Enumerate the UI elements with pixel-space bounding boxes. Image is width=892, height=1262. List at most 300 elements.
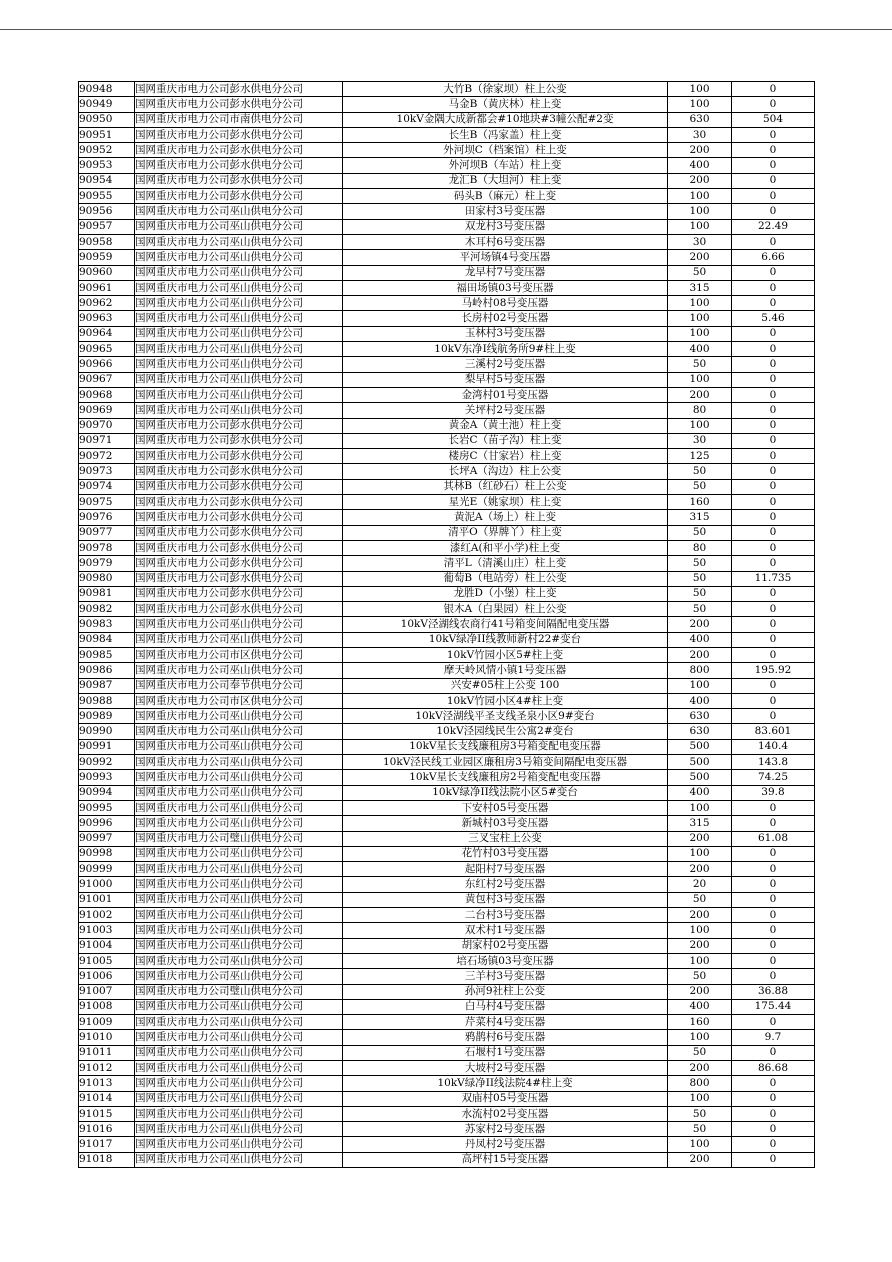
transformer-name-cell: 长房村02号变压器 xyxy=(343,311,668,326)
table-row xyxy=(79,540,815,555)
transformer-name-cell: 黄包村3号变压器 xyxy=(343,892,668,907)
company-cell: 国网重庆市电力公司奉节供电分公司 xyxy=(135,678,343,693)
transformer-name-cell: 马岭村08号变压器 xyxy=(343,296,668,311)
capacity-cell: 500 xyxy=(668,770,732,785)
table-row xyxy=(79,158,815,173)
transformer-name-cell: 楼房C（甘家岩）柱上变 xyxy=(343,449,668,464)
row-id-cell: 91001 xyxy=(79,892,135,907)
row-id-cell: 90988 xyxy=(79,693,135,708)
company-cell: 国网重庆市电力公司巫山供电分公司 xyxy=(135,755,343,770)
company-cell: 国网重庆市电力公司巫山供电分公司 xyxy=(135,357,343,372)
company-cell: 国网重庆市电力公司巫山供电分公司 xyxy=(135,311,343,326)
transformer-name-cell: 平河场镇4号变压器 xyxy=(343,250,668,265)
company-cell: 国网重庆市电力公司巫山供电分公司 xyxy=(135,785,343,800)
load-cell: 0 xyxy=(732,969,815,984)
load-cell: 0 xyxy=(732,800,815,815)
load-cell: 11.735 xyxy=(732,571,815,586)
load-cell: 0 xyxy=(732,342,815,357)
transformer-name-cell: 葡萄B（电站旁）柱上公变 xyxy=(343,571,668,586)
table-row xyxy=(79,617,815,632)
capacity-cell: 100 xyxy=(668,953,732,968)
table-row xyxy=(79,739,815,754)
transformer-name-cell: 10kV绿净II线法院4#柱上变 xyxy=(343,1076,668,1091)
row-id-cell: 90994 xyxy=(79,785,135,800)
row-id-cell: 91010 xyxy=(79,1030,135,1045)
table-row xyxy=(79,862,815,877)
transformer-name-cell: 10kV绿净II线法院小区5#变台 xyxy=(343,785,668,800)
load-cell: 0 xyxy=(732,265,815,280)
row-id-cell: 91011 xyxy=(79,1045,135,1060)
table-row xyxy=(79,1030,815,1045)
capacity-cell: 200 xyxy=(668,938,732,953)
load-cell: 0 xyxy=(732,449,815,464)
capacity-cell: 125 xyxy=(668,449,732,464)
company-cell: 国网重庆市电力公司巫山供电分公司 xyxy=(135,204,343,219)
transformer-name-cell: 孙河9社柱上公变 xyxy=(343,984,668,999)
row-id-cell: 90964 xyxy=(79,326,135,341)
company-cell: 国网重庆市电力公司市南供电分公司 xyxy=(135,112,343,127)
load-cell: 0 xyxy=(732,158,815,173)
row-id-cell: 91003 xyxy=(79,923,135,938)
capacity-cell: 200 xyxy=(668,1061,732,1076)
capacity-cell: 400 xyxy=(668,785,732,800)
table-row xyxy=(79,372,815,387)
company-cell: 国网重庆市电力公司巫山供电分公司 xyxy=(135,403,343,418)
load-cell: 0 xyxy=(732,1076,815,1091)
company-cell: 国网重庆市电力公司彭水供电分公司 xyxy=(135,158,343,173)
company-cell: 国网重庆市电力公司巫山供电分公司 xyxy=(135,296,343,311)
load-cell: 0 xyxy=(732,938,815,953)
load-cell: 504 xyxy=(732,112,815,127)
capacity-cell: 200 xyxy=(668,387,732,402)
transformer-name-cell: 黄泥A（场上）柱上变 xyxy=(343,510,668,525)
company-cell: 国网重庆市电力公司彭水供电分公司 xyxy=(135,173,343,188)
row-id-cell: 91002 xyxy=(79,908,135,923)
company-cell: 国网重庆市电力公司巫山供电分公司 xyxy=(135,632,343,647)
table-row xyxy=(79,173,815,188)
capacity-cell: 50 xyxy=(668,571,732,586)
table-row xyxy=(79,219,815,234)
company-cell: 国网重庆市电力公司彭水供电分公司 xyxy=(135,418,343,433)
transformer-name-cell: 清平L（清溪山庄）柱上变 xyxy=(343,556,668,571)
load-cell: 5.46 xyxy=(732,311,815,326)
transformer-name-cell: 玉林村3号变压器 xyxy=(343,326,668,341)
table-row xyxy=(79,418,815,433)
table-row xyxy=(79,908,815,923)
load-cell: 0 xyxy=(732,280,815,295)
transformer-name-cell: 花竹村03号变压器 xyxy=(343,846,668,861)
table-row xyxy=(79,1091,815,1106)
row-id-cell: 90984 xyxy=(79,632,135,647)
transformer-name-cell: 三溪村2号变压器 xyxy=(343,357,668,372)
capacity-cell: 50 xyxy=(668,586,732,601)
company-cell: 国网重庆市电力公司巫山供电分公司 xyxy=(135,1137,343,1152)
load-cell: 0 xyxy=(732,525,815,540)
row-id-cell: 90983 xyxy=(79,617,135,632)
company-cell: 国网重庆市电力公司巫山供电分公司 xyxy=(135,862,343,877)
company-cell: 国网重庆市电力公司巫山供电分公司 xyxy=(135,908,343,923)
company-cell: 国网重庆市电力公司巫山供电分公司 xyxy=(135,372,343,387)
table-row xyxy=(79,234,815,249)
table-row xyxy=(79,433,815,448)
capacity-cell: 630 xyxy=(668,724,732,739)
transformer-name-cell: 长生B（冯家盖）柱上变 xyxy=(343,127,668,142)
row-id-cell: 90996 xyxy=(79,816,135,831)
load-cell: 0 xyxy=(732,127,815,142)
capacity-cell: 200 xyxy=(668,862,732,877)
table-row xyxy=(79,265,815,280)
capacity-cell: 20 xyxy=(668,877,732,892)
table-row xyxy=(79,724,815,739)
load-cell: 143.8 xyxy=(732,755,815,770)
table-row xyxy=(79,923,815,938)
load-cell: 0 xyxy=(732,495,815,510)
load-cell: 39.8 xyxy=(732,785,815,800)
company-cell: 国网重庆市电力公司彭水供电分公司 xyxy=(135,571,343,586)
capacity-cell: 100 xyxy=(668,800,732,815)
capacity-cell: 100 xyxy=(668,1030,732,1045)
load-cell: 74.25 xyxy=(732,770,815,785)
capacity-cell: 50 xyxy=(668,1106,732,1121)
row-id-cell: 90999 xyxy=(79,862,135,877)
table-row xyxy=(79,1106,815,1121)
capacity-cell: 100 xyxy=(668,311,732,326)
row-id-cell: 90972 xyxy=(79,449,135,464)
row-id-cell: 91006 xyxy=(79,969,135,984)
transformer-name-cell: 水流村02号变压器 xyxy=(343,1106,668,1121)
capacity-cell: 200 xyxy=(668,984,732,999)
company-cell: 国网重庆市电力公司巫山供电分公司 xyxy=(135,800,343,815)
company-cell: 国网重庆市电力公司巫山供电分公司 xyxy=(135,709,343,724)
capacity-cell: 50 xyxy=(668,525,732,540)
capacity-cell: 315 xyxy=(668,280,732,295)
top-rule xyxy=(0,29,892,30)
company-cell: 国网重庆市电力公司巫山供电分公司 xyxy=(135,877,343,892)
transformer-name-cell: 星光E（姚家坝）柱上变 xyxy=(343,495,668,510)
load-cell: 0 xyxy=(732,540,815,555)
table-row xyxy=(79,449,815,464)
capacity-cell: 200 xyxy=(668,908,732,923)
capacity-cell: 400 xyxy=(668,158,732,173)
company-cell: 国网重庆市电力公司彭水供电分公司 xyxy=(135,433,343,448)
transformer-name-cell: 龙胜D（小堡）柱上变 xyxy=(343,586,668,601)
table-row xyxy=(79,525,815,540)
table-row xyxy=(79,464,815,479)
capacity-cell: 630 xyxy=(668,709,732,724)
capacity-cell: 200 xyxy=(668,647,732,662)
row-id-cell: 90991 xyxy=(79,739,135,754)
table-row xyxy=(79,387,815,402)
table-row xyxy=(79,556,815,571)
table-row xyxy=(79,800,815,815)
company-cell: 国网重庆市电力公司璧山供电分公司 xyxy=(135,984,343,999)
company-cell: 国网重庆市电力公司彭水供电分公司 xyxy=(135,556,343,571)
company-cell: 国网重庆市电力公司彭水供电分公司 xyxy=(135,449,343,464)
load-cell: 0 xyxy=(732,678,815,693)
table-row xyxy=(79,112,815,127)
row-id-cell: 90949 xyxy=(79,97,135,112)
load-cell: 140.4 xyxy=(732,739,815,754)
capacity-cell: 50 xyxy=(668,1045,732,1060)
table-row xyxy=(79,143,815,158)
transformer-name-cell: 新城村03号变压器 xyxy=(343,816,668,831)
row-id-cell: 90953 xyxy=(79,158,135,173)
row-id-cell: 90992 xyxy=(79,755,135,770)
row-id-cell: 90957 xyxy=(79,219,135,234)
capacity-cell: 80 xyxy=(668,540,732,555)
company-cell: 国网重庆市电力公司彭水供电分公司 xyxy=(135,82,343,97)
capacity-cell: 800 xyxy=(668,1076,732,1091)
company-cell: 国网重庆市电力公司巫山供电分公司 xyxy=(135,816,343,831)
table-row xyxy=(79,280,815,295)
load-cell: 0 xyxy=(732,357,815,372)
company-cell: 国网重庆市电力公司彭水供电分公司 xyxy=(135,189,343,204)
row-id-cell: 90978 xyxy=(79,540,135,555)
capacity-cell: 100 xyxy=(668,82,732,97)
transformer-name-cell: 起阳村7号变压器 xyxy=(343,862,668,877)
row-id-cell: 90980 xyxy=(79,571,135,586)
load-cell: 0 xyxy=(732,433,815,448)
row-id-cell: 90986 xyxy=(79,663,135,678)
load-cell: 0 xyxy=(732,82,815,97)
load-cell: 0 xyxy=(732,1015,815,1030)
company-cell: 国网重庆市电力公司巫山供电分公司 xyxy=(135,953,343,968)
company-cell: 国网重庆市电力公司彭水供电分公司 xyxy=(135,143,343,158)
transformer-name-cell: 二台村3号变压器 xyxy=(343,908,668,923)
company-cell: 国网重庆市电力公司巫山供电分公司 xyxy=(135,1122,343,1137)
row-id-cell: 90954 xyxy=(79,173,135,188)
table-row xyxy=(79,1076,815,1091)
row-id-cell: 90973 xyxy=(79,464,135,479)
load-cell: 0 xyxy=(732,632,815,647)
row-id-cell: 90968 xyxy=(79,387,135,402)
company-cell: 国网重庆市电力公司巫山供电分公司 xyxy=(135,387,343,402)
company-cell: 国网重庆市电力公司市区供电分公司 xyxy=(135,647,343,662)
table-row xyxy=(79,1061,815,1076)
load-cell: 0 xyxy=(732,1045,815,1060)
company-cell: 国网重庆市电力公司彭水供电分公司 xyxy=(135,495,343,510)
company-cell: 国网重庆市电力公司彭水供电分公司 xyxy=(135,525,343,540)
capacity-cell: 50 xyxy=(668,265,732,280)
table-row xyxy=(79,127,815,142)
row-id-cell: 91008 xyxy=(79,999,135,1014)
capacity-cell: 160 xyxy=(668,495,732,510)
company-cell: 国网重庆市电力公司巫山供电分公司 xyxy=(135,1030,343,1045)
load-cell: 0 xyxy=(732,296,815,311)
capacity-cell: 100 xyxy=(668,326,732,341)
load-cell: 86.68 xyxy=(732,1061,815,1076)
capacity-cell: 160 xyxy=(668,1015,732,1030)
company-cell: 国网重庆市电力公司璧山供电分公司 xyxy=(135,831,343,846)
table-row xyxy=(79,785,815,800)
capacity-cell: 200 xyxy=(668,617,732,632)
transformer-name-cell: 10kV东净I线航务所9#柱上变 xyxy=(343,342,668,357)
row-id-cell: 90976 xyxy=(79,510,135,525)
capacity-cell: 30 xyxy=(668,433,732,448)
company-cell: 国网重庆市电力公司巫山供电分公司 xyxy=(135,1076,343,1091)
load-cell: 0 xyxy=(732,143,815,158)
capacity-cell: 30 xyxy=(668,127,732,142)
row-id-cell: 91018 xyxy=(79,1152,135,1167)
capacity-cell: 100 xyxy=(668,204,732,219)
table-row xyxy=(79,1122,815,1137)
transformer-name-cell: 大竹B（徐家坝）柱上公变 xyxy=(343,82,668,97)
row-id-cell: 90977 xyxy=(79,525,135,540)
table-row xyxy=(79,1152,815,1167)
company-cell: 国网重庆市电力公司巫山供电分公司 xyxy=(135,342,343,357)
table-row xyxy=(79,495,815,510)
transformer-name-cell: 清平O（界牌丫）柱上变 xyxy=(343,525,668,540)
company-cell: 国网重庆市电力公司巫山供电分公司 xyxy=(135,923,343,938)
company-cell: 国网重庆市电力公司巫山供电分公司 xyxy=(135,1152,343,1167)
load-cell: 0 xyxy=(732,908,815,923)
load-cell: 0 xyxy=(732,693,815,708)
row-id-cell: 91012 xyxy=(79,1061,135,1076)
load-cell: 9.7 xyxy=(732,1030,815,1045)
company-cell: 国网重庆市电力公司巫山供电分公司 xyxy=(135,724,343,739)
capacity-cell: 50 xyxy=(668,479,732,494)
row-id-cell: 90952 xyxy=(79,143,135,158)
row-id-cell: 90979 xyxy=(79,556,135,571)
capacity-cell: 100 xyxy=(668,189,732,204)
load-cell: 0 xyxy=(732,892,815,907)
row-id-cell: 90982 xyxy=(79,602,135,617)
capacity-cell: 100 xyxy=(668,678,732,693)
row-id-cell: 90966 xyxy=(79,357,135,372)
row-id-cell: 91004 xyxy=(79,938,135,953)
load-cell: 0 xyxy=(732,846,815,861)
company-cell: 国网重庆市电力公司巫山供电分公司 xyxy=(135,1015,343,1030)
table-row xyxy=(79,571,815,586)
row-id-cell: 90959 xyxy=(79,250,135,265)
capacity-cell: 400 xyxy=(668,999,732,1014)
company-cell: 国网重庆市电力公司彭水供电分公司 xyxy=(135,510,343,525)
capacity-cell: 500 xyxy=(668,755,732,770)
row-id-cell: 91013 xyxy=(79,1076,135,1091)
transformer-name-cell: 双龙村3号变压器 xyxy=(343,219,668,234)
load-cell: 0 xyxy=(732,586,815,601)
company-cell: 国网重庆市电力公司彭水供电分公司 xyxy=(135,127,343,142)
table-row xyxy=(79,1015,815,1030)
load-cell: 0 xyxy=(732,464,815,479)
transformer-name-cell: 苏家村2号变压器 xyxy=(343,1122,668,1137)
company-cell: 国网重庆市电力公司巫山供电分公司 xyxy=(135,326,343,341)
table-row xyxy=(79,938,815,953)
table-row xyxy=(79,969,815,984)
row-id-cell: 90956 xyxy=(79,204,135,219)
capacity-cell: 50 xyxy=(668,969,732,984)
capacity-cell: 100 xyxy=(668,219,732,234)
table-row xyxy=(79,647,815,662)
transformer-name-cell: 田家村3号变压器 xyxy=(343,204,668,219)
company-cell: 国网重庆市电力公司巫山供电分公司 xyxy=(135,663,343,678)
capacity-cell: 50 xyxy=(668,892,732,907)
row-id-cell: 91015 xyxy=(79,1106,135,1121)
company-cell: 国网重庆市电力公司巫山供电分公司 xyxy=(135,1091,343,1106)
transformer-table xyxy=(78,81,815,1168)
capacity-cell: 50 xyxy=(668,464,732,479)
capacity-cell: 400 xyxy=(668,342,732,357)
row-id-cell: 90985 xyxy=(79,647,135,662)
row-id-cell: 90961 xyxy=(79,280,135,295)
row-id-cell: 90990 xyxy=(79,724,135,739)
capacity-cell: 400 xyxy=(668,632,732,647)
company-cell: 国网重庆市电力公司巫山供电分公司 xyxy=(135,770,343,785)
capacity-cell: 200 xyxy=(668,250,732,265)
transformer-name-cell: 10kV绿净II线教师新村22#变台 xyxy=(343,632,668,647)
company-cell: 国网重庆市电力公司彭水供电分公司 xyxy=(135,464,343,479)
row-id-cell: 90962 xyxy=(79,296,135,311)
capacity-cell: 315 xyxy=(668,816,732,831)
load-cell: 0 xyxy=(732,647,815,662)
transformer-name-cell: 10kV泾湖线农商行41号箱变间隔配电变压器 xyxy=(343,617,668,632)
row-id-cell: 90951 xyxy=(79,127,135,142)
row-id-cell: 91005 xyxy=(79,953,135,968)
row-id-cell: 91009 xyxy=(79,1015,135,1030)
load-cell: 175.44 xyxy=(732,999,815,1014)
table-row xyxy=(79,770,815,785)
row-id-cell: 90989 xyxy=(79,709,135,724)
company-cell: 国网重庆市电力公司巫山供电分公司 xyxy=(135,739,343,754)
load-cell: 0 xyxy=(732,418,815,433)
transformer-name-cell: 鸦鹊村6号变压器 xyxy=(343,1030,668,1045)
table-row xyxy=(79,1045,815,1060)
capacity-cell: 200 xyxy=(668,831,732,846)
capacity-cell: 100 xyxy=(668,846,732,861)
capacity-cell: 100 xyxy=(668,1137,732,1152)
transformer-name-cell: 10kV星长支线廉租房2号箱变配电变压器 xyxy=(343,770,668,785)
transformer-name-cell: 梨早村5号变压器 xyxy=(343,372,668,387)
load-cell: 0 xyxy=(732,479,815,494)
transformer-name-cell: 芹菜村4号变压器 xyxy=(343,1015,668,1030)
load-cell: 0 xyxy=(732,173,815,188)
load-cell: 0 xyxy=(732,1122,815,1137)
row-id-cell: 90963 xyxy=(79,311,135,326)
transformer-name-cell: 马金B（黄庆林）柱上变 xyxy=(343,97,668,112)
transformer-name-cell: 双庙村05号变压器 xyxy=(343,1091,668,1106)
table-row xyxy=(79,984,815,999)
company-cell: 国网重庆市电力公司市区供电分公司 xyxy=(135,693,343,708)
transformer-name-cell: 下安村05号变压器 xyxy=(343,800,668,815)
table-row xyxy=(79,678,815,693)
load-cell: 0 xyxy=(732,953,815,968)
load-cell: 0 xyxy=(732,326,815,341)
table-row xyxy=(79,97,815,112)
row-id-cell: 90960 xyxy=(79,265,135,280)
capacity-cell: 400 xyxy=(668,693,732,708)
transformer-name-cell: 石堰村1号变压器 xyxy=(343,1045,668,1060)
transformer-name-cell: 龙早村7号变压器 xyxy=(343,265,668,280)
table-row xyxy=(79,663,815,678)
row-id-cell: 90981 xyxy=(79,586,135,601)
transformer-name-cell: 大坡村2号变压器 xyxy=(343,1061,668,1076)
table-row xyxy=(79,342,815,357)
transformer-name-cell: 摩天岭风情小镇1号变压器 xyxy=(343,663,668,678)
transformer-name-cell: 关坪村2号变压器 xyxy=(343,403,668,418)
capacity-cell: 80 xyxy=(668,403,732,418)
company-cell: 国网重庆市电力公司彭水供电分公司 xyxy=(135,602,343,617)
load-cell: 0 xyxy=(732,189,815,204)
table-row xyxy=(79,479,815,494)
capacity-cell: 100 xyxy=(668,97,732,112)
row-id-cell: 90998 xyxy=(79,846,135,861)
row-id-cell: 91017 xyxy=(79,1137,135,1152)
company-cell: 国网重庆市电力公司巫山供电分公司 xyxy=(135,219,343,234)
load-cell: 0 xyxy=(732,204,815,219)
capacity-cell: 200 xyxy=(668,1152,732,1167)
row-id-cell: 90971 xyxy=(79,433,135,448)
load-cell: 61.08 xyxy=(732,831,815,846)
